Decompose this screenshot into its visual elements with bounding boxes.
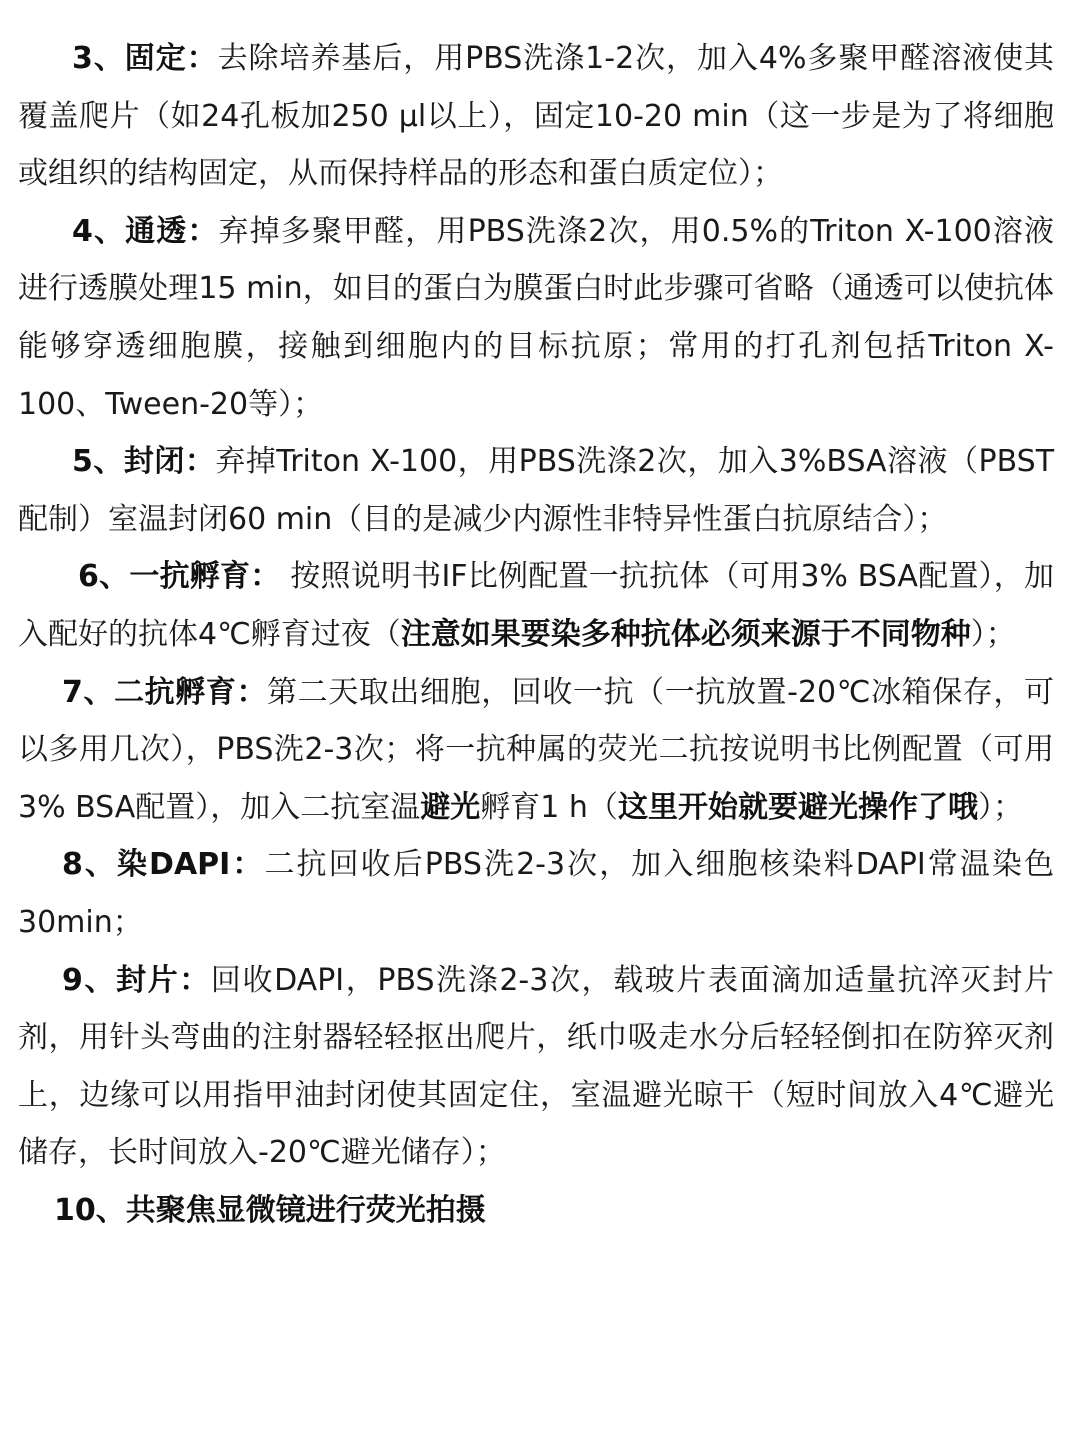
step-number: 10、 — [54, 1192, 126, 1228]
step-title: 染DAPI： — [117, 847, 265, 883]
step-body: 回收DAPI，PBS洗涤2-3次，载玻片表面滴加适量抗淬灭封片剂，用针头弯曲的注射器轻轻抠出爬片，纸巾吸走水分后轻轻倒扣在防猝灭剂上，边缘可以用指甲油封闭使其固定住，室温避光晾干（短时间放入4℃避光储存，长时间放入-20℃避光储存）； — [18, 962, 1055, 1171]
step-3-fixation — [18, 30, 1054, 203]
step-body: 弃掉Triton X-100，用PBS洗涤2次，加入3%BSA溶液（PBST配制）室温封闭60 min（目的是减少内源性非特异性蛋白抗原结合）； — [18, 444, 1055, 537]
step-title: 固定： — [124, 41, 218, 76]
step-5-blocking — [18, 433, 1054, 548]
step-body: 第二天取出细胞，回收一抗（一抗放置-20℃冰箱保存，可以多用几次），PBS洗2-3次；将一抗种属的荧光二抗按说明书比例配置（可用3% BSA配置），加入二抗室温 — [18, 674, 1054, 825]
step-body: 弃掉多聚甲醛，用PBS洗涤2次，用0.5%的Triton X-100溶液进行透膜处理15 min，如目的蛋白为膜蛋白时此步骤可省略（通透可以使抗体能够穿透细胞膜，接触到细胞内的目标抗原；常用的打孔剂包括Triton X-100、Tween-20等）； — [18, 213, 1055, 422]
step-title: 封片： — [116, 962, 211, 998]
step-number: 4、 — [72, 213, 126, 249]
step-9-mounting — [18, 952, 1054, 1182]
step-title: 通透： — [125, 213, 219, 249]
step-4-permeabilization — [18, 203, 1054, 433]
step-number: 9、 — [62, 962, 117, 998]
step-body-end: ）； — [970, 616, 1016, 652]
step-body-end: ）； — [977, 789, 1023, 825]
step-7-secondary-antibody — [18, 664, 1054, 837]
step-number: 5、 — [72, 444, 124, 480]
step-title: 共聚焦显微镜进行荧光拍摄 — [125, 1192, 486, 1228]
step-emphasis-note: 这里开始就要避光操作了哦 — [617, 789, 978, 825]
step-number: 7、 — [62, 674, 115, 710]
step-emphasis: 注意如果要染多种抗体必须来源于不同物种 — [400, 616, 971, 652]
step-10-confocal-imaging — [18, 1182, 1054, 1240]
step-body: 去除培养基后，用PBS洗涤1-2次，加入4%多聚甲醛溶液使其覆盖爬片（如24孔板加250 μl以上），固定10-20 min（这一步是为了将细胞或组织的结构固定，从而保持样品的形态和蛋白质定位）； — [18, 41, 1055, 192]
step-number: 6、 — [78, 559, 130, 595]
step-body-mid: 孵育1 h（ — [480, 789, 618, 825]
step-number: 3、 — [72, 41, 125, 76]
step-6-primary-antibody — [18, 548, 1054, 663]
step-number: 8、 — [62, 847, 117, 883]
step-body: 二抗回收后PBS洗2-3次，加入细胞核染料DAPI常温染色30min； — [18, 847, 1054, 940]
step-title: 一抗孵育： — [129, 559, 281, 595]
step-title: 二抗孵育： — [114, 674, 268, 710]
step-emphasis: 避光 — [420, 789, 481, 825]
step-8-dapi-stain — [18, 836, 1054, 951]
step-body: 按照说明书IF比例配置一抗抗体（可用3% BSA配置），加入配好的抗体4℃孵育过夜（ — [18, 559, 1055, 652]
step-title: 封闭： — [123, 444, 216, 480]
